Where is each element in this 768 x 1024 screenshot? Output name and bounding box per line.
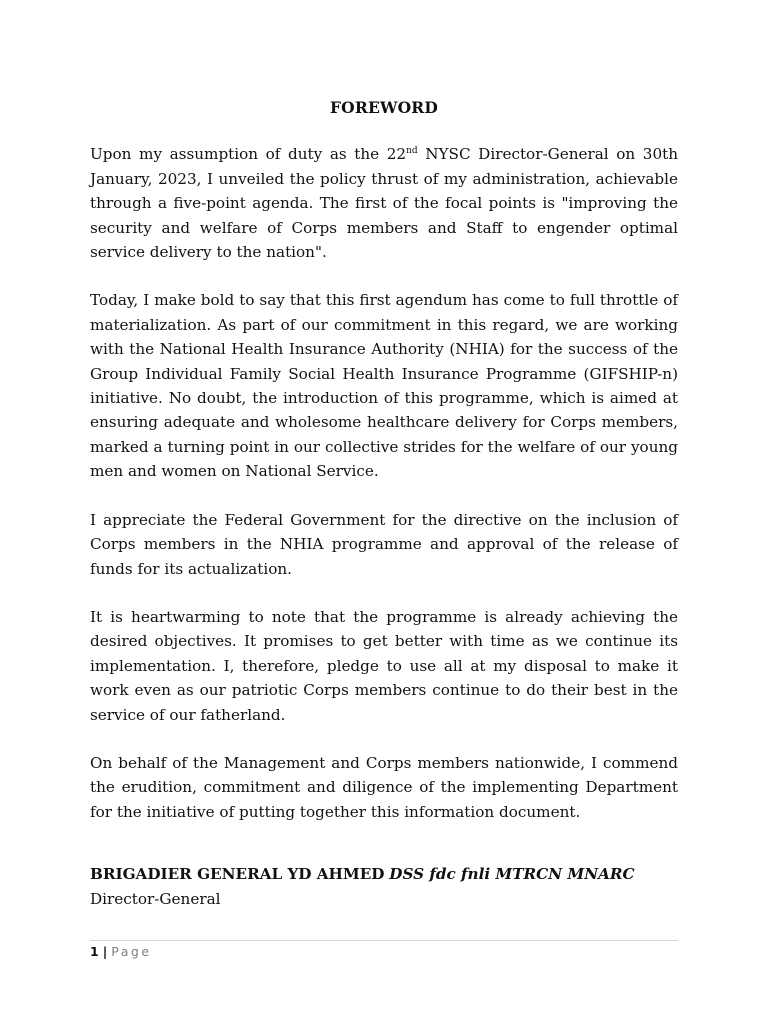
page-footer (90, 940, 678, 961)
page-number: 1 (90, 944, 99, 959)
signatory-position: Director-General (90, 889, 221, 908)
page-separator: | (102, 944, 108, 959)
paragraph-2: Today, I make bold to say that this first agendum has come to full throttle of materialization. As part of our commitment in this regard, we are working with the National Health Insurance Authority (NHIA) for the success of the Group Individual Family Social Health Insurance Programme (GIFSHIP-n) initiative. No doubt, the introduction of this programme, which is aimed at ensuring adequate and wholesome healthcare delivery for Corps members, marked a turning point in our collective strides for the welfare of our young men and women on National Service. (90, 291, 678, 481)
page-title: FOREWORD (329, 98, 439, 117)
paragraph-1 (90, 142, 678, 264)
signatory-line (90, 862, 678, 886)
paragraph-1-start: Upon my assumption of duty as the 22 (90, 145, 407, 164)
paragraph-1-rest: NYSC Director-General on 30th January, 2023, I unveiled the policy thrust of my administration, achievable through a five-point agenda. The first of the focal points is "improving the security and welfare of Corps members and Staff to engender optimal service delivery to the nation". (90, 145, 678, 262)
ordinal-suffix: nd (406, 146, 418, 157)
signatory-name: BRIGADIER GENERAL YD AHMED (90, 865, 385, 884)
document-body (90, 96, 678, 911)
signature-block (90, 862, 678, 911)
paragraph-3: I appreciate the Federal Government for the directive on the inclusion of Corps members in the NHIA programme and approval of the release of funds for its actualization. (90, 510, 678, 578)
paragraph-4: It is heartwarming to note that the programme is already achieving the desired objectives. It promises to get better with time as we continue its implementation. I, therefore, pledge to use all at my disposal to make it work even as our patriotic Corps members continue to do their best in the service of our fatherland. (90, 607, 678, 724)
page-label: Page (111, 944, 152, 959)
signatory-credentials: DSS fdc fnli MTRCN MNARC (389, 865, 635, 884)
paragraph-5: On behalf of the Management and Corps members nationwide, I commend the erudition, commitment and diligence of the implementing Department for the initiative of putting together this information document. (90, 753, 678, 821)
